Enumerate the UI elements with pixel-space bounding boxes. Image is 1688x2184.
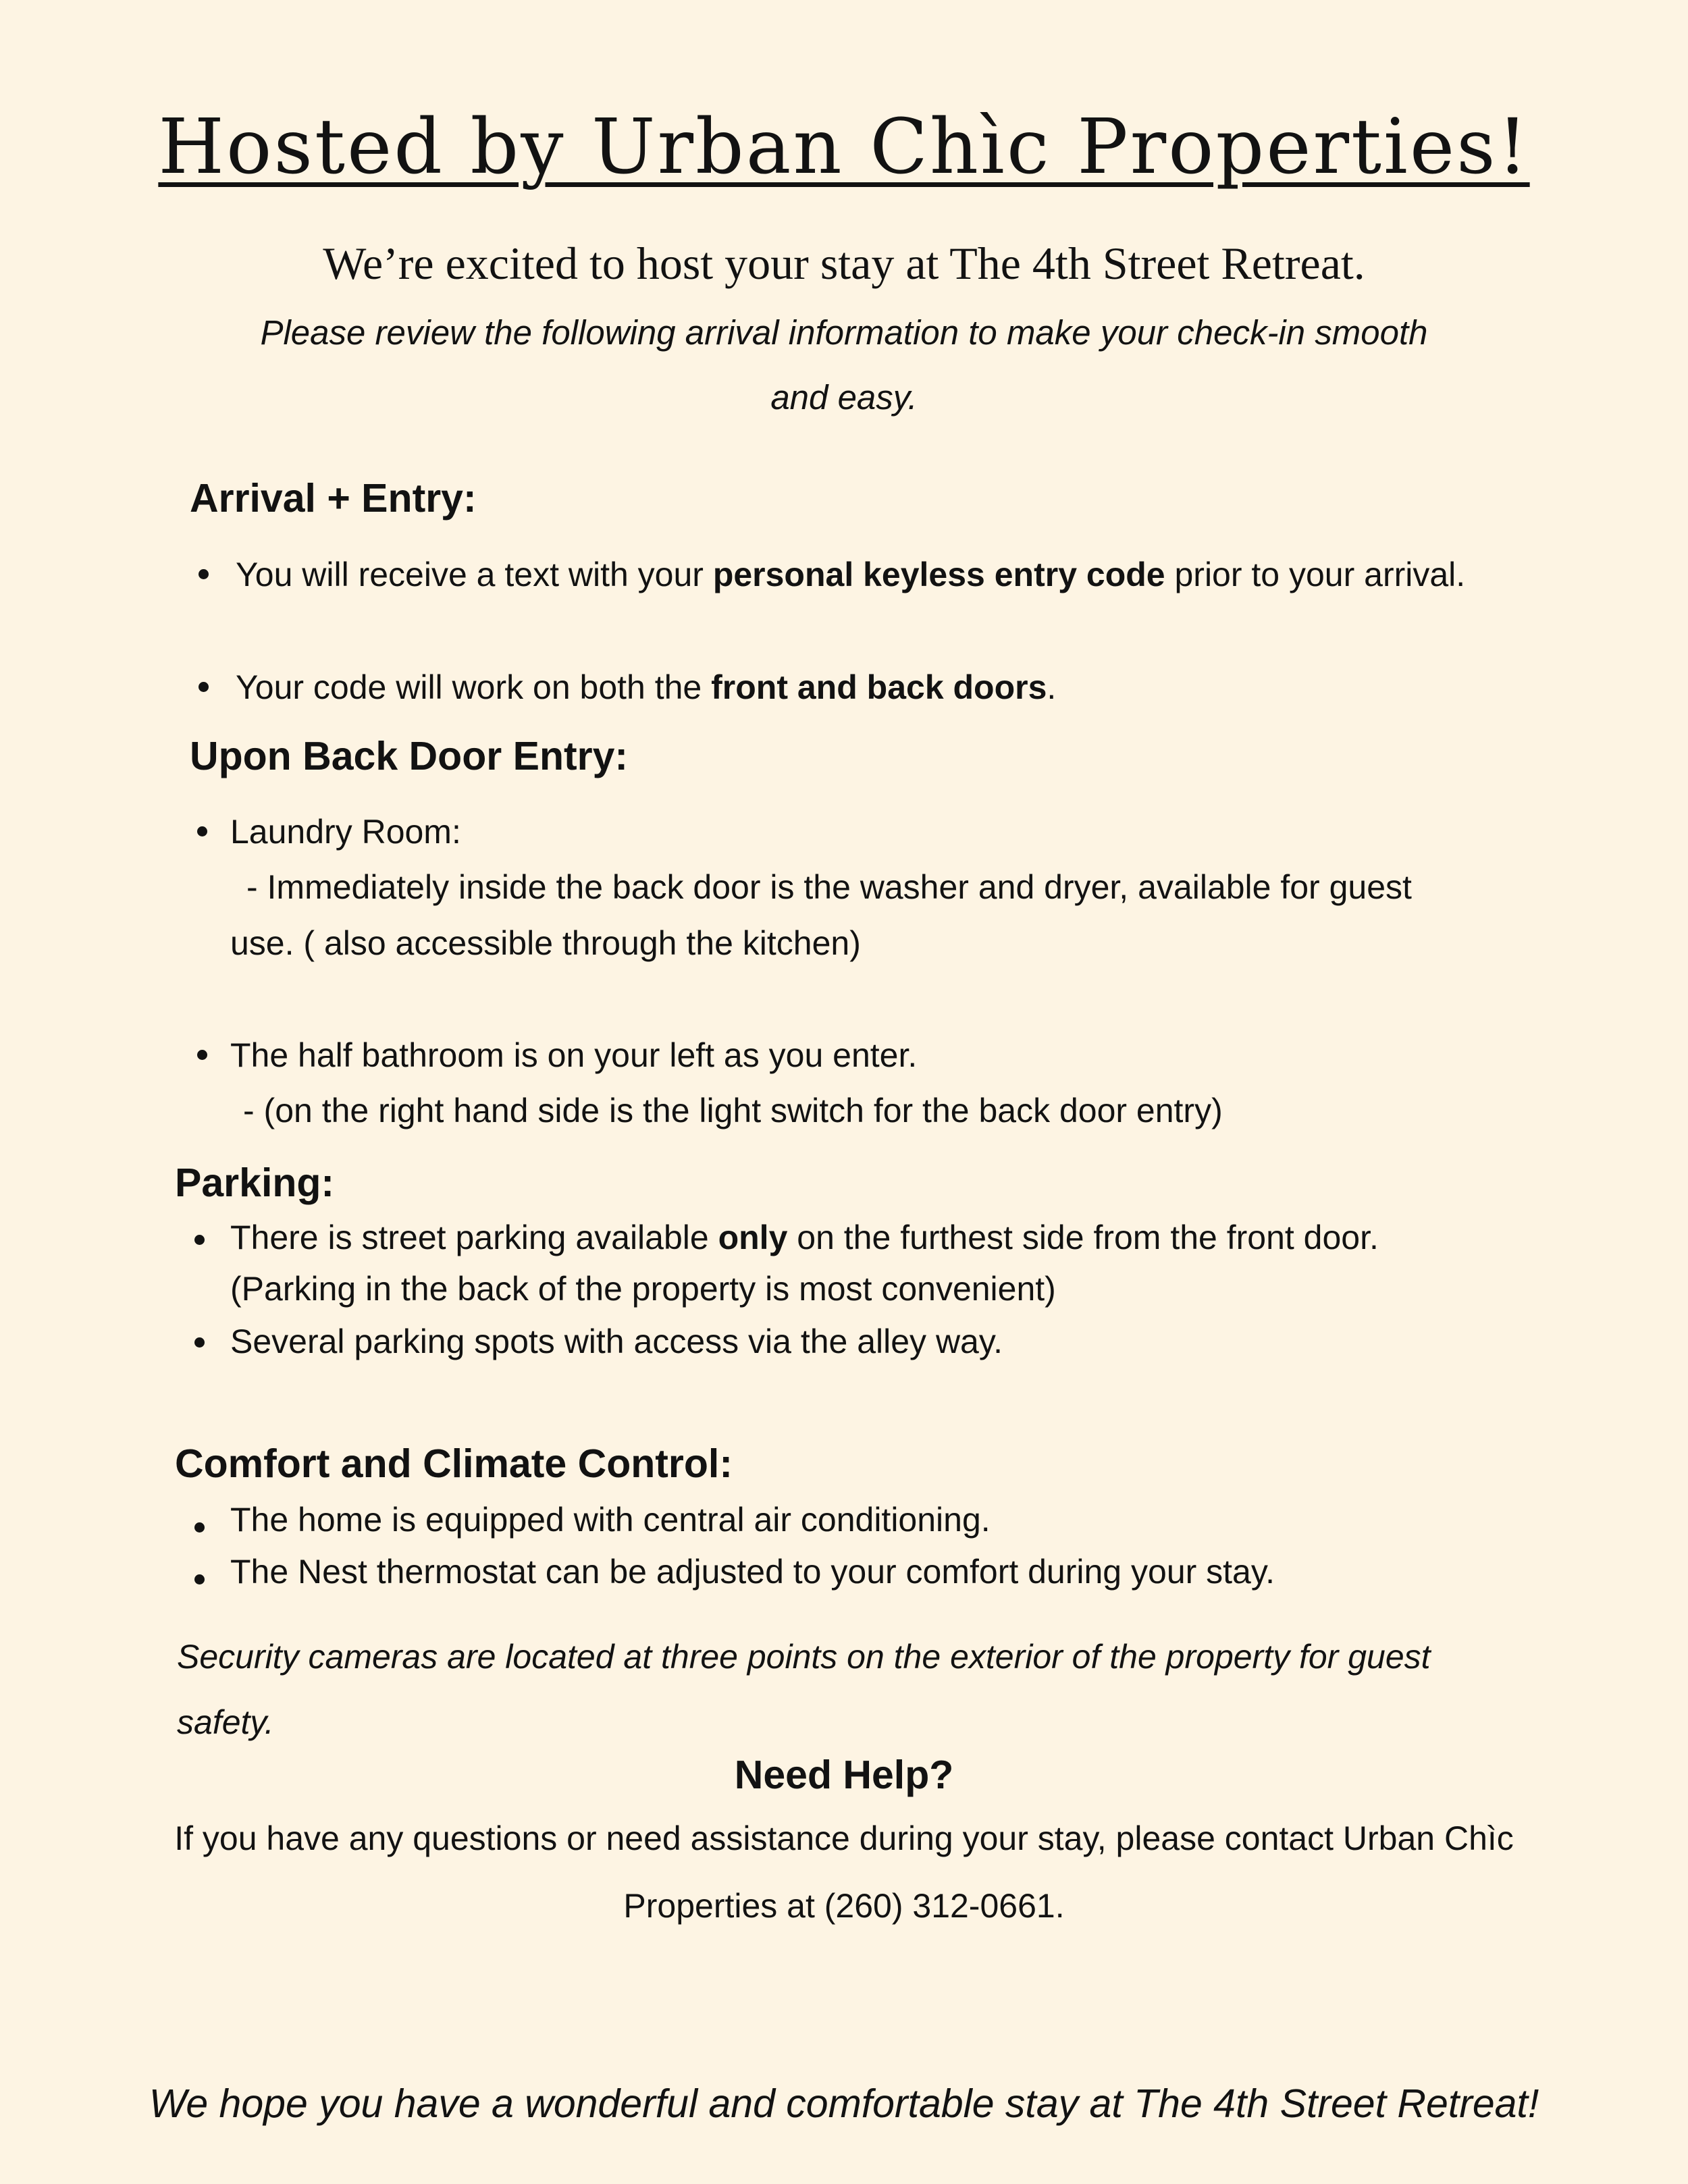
arrival-item-doors: Your code will work on both the front and back doors. xyxy=(236,668,1057,706)
thermostat-item: The Nest thermostat can be adjusted to your comfort during your stay. xyxy=(230,1553,1275,1591)
back-door-heading: Upon Back Door Entry: xyxy=(190,734,629,778)
bullet-icon xyxy=(194,1574,205,1584)
closing-message: We hope you have a wonderful and comfortable stay at The 4th Street Retreat! xyxy=(149,2081,1539,2126)
laundry-room-detail-cont: use. ( also accessible through the kitchen) xyxy=(230,924,861,962)
bullet-icon xyxy=(197,826,207,836)
street-parking-note: (Parking in the back of the property is most convenient) xyxy=(230,1270,1056,1308)
bullet-icon xyxy=(194,1522,205,1533)
bullet-icon xyxy=(199,682,209,692)
laundry-room-label: Laundry Room: xyxy=(230,813,461,851)
arrival-item-keycode: You will receive a text with your personal keyless entry code prior to your arrival. xyxy=(236,556,1466,593)
laundry-room-detail: - Immediately inside the back door is the washer and dryer, available for guest xyxy=(246,868,1412,906)
arrival-heading: Arrival + Entry: xyxy=(190,476,477,521)
intro-text: Please review the following arrival information to make your check-in smooth and easy. xyxy=(260,313,1428,417)
bullet-icon xyxy=(197,1050,207,1060)
comfort-heading: Comfort and Climate Control: xyxy=(175,1441,733,1486)
welcome-subtitle: We’re excited to host your stay at The 4th Street Retreat. xyxy=(323,238,1365,289)
page-title: Hosted by Urban Chìc Properties! xyxy=(158,103,1530,191)
bullet-icon xyxy=(199,569,209,579)
alley-parking-item: Several parking spots with access via the alley way. xyxy=(230,1323,1003,1360)
light-switch-note: - (on the right hand side is the light switch for the back door entry) xyxy=(243,1092,1223,1129)
security-note: Security cameras are located at three points on the exterior of the property for guest safety. xyxy=(177,1638,1431,1741)
help-contact-text: If you have any questions or need assistance during your stay, please contact Urban Chìc Properties at (260) 312-0661. xyxy=(174,1819,1514,1925)
street-parking-item: There is street parking available only on the furthest side from the front door. xyxy=(230,1219,1379,1256)
parking-heading: Parking: xyxy=(175,1161,335,1205)
half-bathroom-item: The half bathroom is on your left as you enter. xyxy=(230,1036,918,1074)
help-heading: Need Help? xyxy=(734,1753,954,1797)
bullet-icon xyxy=(194,1235,205,1245)
bullet-icon xyxy=(194,1337,205,1348)
air-conditioning-item: The home is equipped with central air conditioning. xyxy=(230,1501,991,1539)
